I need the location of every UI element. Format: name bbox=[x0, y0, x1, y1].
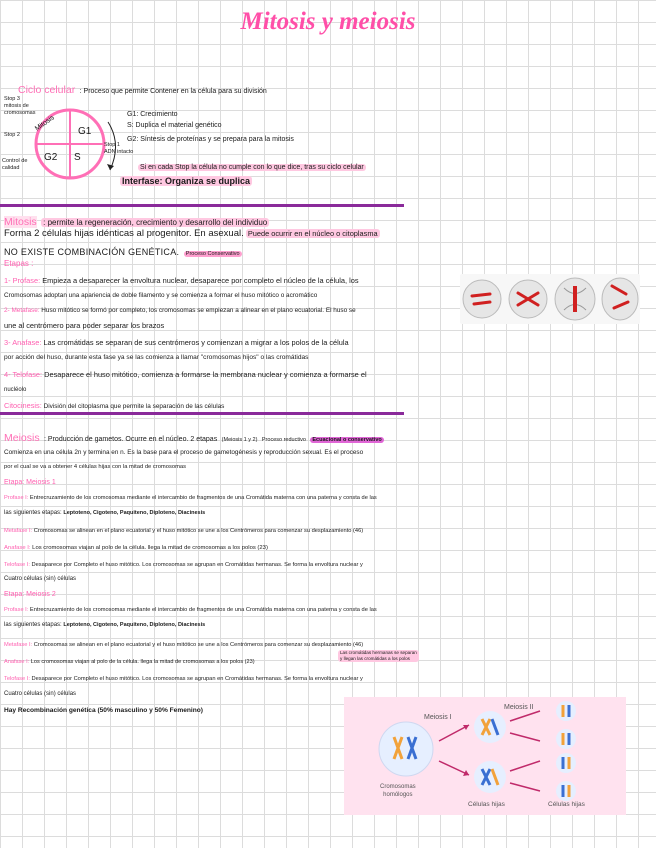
phase-cell-1 bbox=[463, 280, 501, 318]
m1-telofase-label: Telofase I: bbox=[4, 562, 30, 568]
ciclo-heading-row bbox=[18, 80, 267, 98]
cycle-label-mitosis: Mitosis bbox=[33, 114, 56, 133]
m2-telofase bbox=[4, 674, 363, 684]
m1-anafase-text: Los cromosomas viajan al polo de la célula. llega la mitad de cromosomas a los polos (23) bbox=[30, 545, 268, 551]
mitosis-line-2 bbox=[4, 229, 380, 239]
profase-label: 1- Profase: bbox=[4, 276, 41, 285]
m1-metafase-text: Cromosomas se alinean en el plano ecuatorial y el huso mitótico se une a los Centrómeros para comenzar su desplazamiento (46) bbox=[32, 528, 364, 534]
ciclo-definition: : Proceso que permite Contener en la célula para su división bbox=[79, 88, 267, 95]
cycle-label-g2: G2 bbox=[44, 152, 58, 163]
parent-cell bbox=[379, 722, 433, 776]
meiosis2-note: Las cromátidas hermanas se separan y llegan las cromátidas a los polos bbox=[340, 650, 417, 661]
control-label: Control de calidad bbox=[2, 158, 28, 171]
meiosis-line-3: por el cual se va a obtener 4 células hijas con la mitad de cromosomas bbox=[4, 464, 187, 470]
m2-anafase-label: Anafase I: bbox=[4, 659, 30, 665]
m2-sub bbox=[4, 620, 205, 630]
profase-text-1: Empieza a desaparecer la envoltura nuclear, desaparece por completo el núcleo de la célula, los bbox=[40, 276, 359, 285]
profase-line-1 bbox=[4, 276, 359, 286]
cycle-arrow-head bbox=[107, 164, 114, 170]
meiosis-1-label: Meiosis I bbox=[424, 714, 452, 721]
m2-profase-text: Entrecruzamiento de los cromosomas mediante el intercambio de fragmentos de una Cromátida materna con una paterna y consta de las bbox=[28, 607, 377, 613]
m2-anafase bbox=[4, 657, 255, 667]
phase-cell-4 bbox=[602, 278, 638, 320]
meiosis-heading-row bbox=[4, 428, 384, 446]
m1-profase-label: Profase I: bbox=[4, 495, 29, 501]
m1-sub-text: las siguientes etapas: bbox=[4, 510, 62, 516]
phase-cell-3 bbox=[555, 278, 595, 320]
stop1-note: Stop 1 ADN intacto bbox=[104, 142, 134, 155]
citocinesis-label: Citocinesis: bbox=[4, 401, 42, 410]
mitosis-line-2b: Puede ocurrir en el núcleo o citoplasma bbox=[247, 229, 378, 238]
m2-metafase-label: Metafase I: bbox=[4, 642, 33, 648]
etapas-label: Etapas : bbox=[4, 259, 34, 268]
anafase-text-1: Las cromátidas se separan de sus centrómeros y comienzan a migrar a los polos de la célula bbox=[41, 338, 349, 347]
meiosis-heading: Meiosis bbox=[4, 432, 40, 444]
m2-anafase-text: Los cromosomas viajan al polo de la célula. llega la mitad de cromosomas a los polos (23) bbox=[29, 659, 255, 665]
m1-metafase-label: Metafase I: bbox=[4, 528, 33, 534]
m2-telofase-text: Desaparece por Completo el huso mitótico. Los cromosomas se agrupan en Cromátidas hermanas. Se forma la envoltura nuclear y bbox=[29, 676, 363, 682]
citocinesis-line bbox=[4, 401, 224, 412]
cycle-label-s: S bbox=[74, 152, 81, 163]
m1-telofase-2: Cuatro células (sin) células bbox=[4, 576, 77, 582]
anafase-label: 3- Anafase: bbox=[4, 338, 42, 347]
stop-mitosis-note: Stop 3 mitosis de cromosomas bbox=[4, 96, 36, 116]
proceso-reductivo: Proceso reductivo bbox=[261, 437, 306, 443]
telofase-text-1: Desaparece el huso mitótico, comienza a formarse la membrana nuclear y comienza a formarse el bbox=[42, 370, 367, 379]
m1-sub bbox=[4, 508, 205, 518]
s-description: S: Duplica el material genético bbox=[127, 122, 222, 129]
phase-cell-2 bbox=[509, 280, 547, 318]
profase-line-2: Cromosomas adoptan una apariencia de doble filamento y se comienza a formar el huso mitótico o acromático bbox=[4, 292, 318, 299]
hijas-label-2: Células hijas bbox=[548, 801, 585, 808]
separator-1 bbox=[0, 204, 404, 207]
citocinesis-text: División del citoplasma que permite la separación de las células bbox=[41, 403, 225, 410]
m1-metafase bbox=[4, 526, 363, 536]
mitosis-definition: : permite la regeneración, crecimiento y desarrollo del individuo bbox=[43, 218, 268, 227]
etapa-meiosis-1: Etapa: Meiosis 1 bbox=[4, 479, 56, 486]
telofase-line-2: nucléolo bbox=[4, 387, 27, 393]
m1-profase bbox=[4, 493, 377, 503]
m1-telofase bbox=[4, 560, 363, 570]
m1-telofase-text: Desaparece por Completo el huso mitótico. Los cromosomas se agrupan en Cromátidas hermanas. Se forma la envoltura nuclear y bbox=[29, 562, 363, 568]
meiosis-definition: : Producción de gametos. Ocurre en el núcleo. 2 etapas bbox=[44, 436, 218, 443]
metafase-line-1 bbox=[4, 306, 356, 316]
m1-anafase-label: Anafase I: bbox=[4, 545, 31, 551]
anafase-line-2: por acción del huso, durante esta fase ya se las comienza a llamar "cromosomas hijos" o las cromátidas bbox=[4, 354, 309, 361]
m2-sub-text: las siguientes etapas: bbox=[4, 622, 62, 628]
ciclo-note bbox=[138, 163, 366, 173]
metafase-label: 2- Metafase: bbox=[4, 307, 40, 314]
interfase-text: Interfase: Organiza se duplica bbox=[122, 176, 251, 186]
no-existe-text: NO EXISTE COMBINACIÓN GENÉTICA. bbox=[4, 247, 180, 257]
anafase-line-1 bbox=[4, 338, 349, 348]
cycle-label-g1: G1 bbox=[78, 126, 92, 137]
daughter-cell-2 bbox=[474, 761, 506, 793]
ciclo-note-text: Si en cada Stop la célula no cumple con lo que dice, tras su ciclo celular bbox=[140, 164, 364, 171]
meiosis-etapas-pair: (Meiosis 1 y 2) bbox=[221, 437, 258, 443]
stop-g2-note: Stop 2 bbox=[4, 132, 20, 138]
m2-metafase bbox=[4, 640, 363, 650]
m1-anafase bbox=[4, 543, 268, 553]
metafase-text-1: Huso mitótico se formó por completo, los cromosomas se empiezan a alinear en el plano ecuatorial. El huso se bbox=[39, 307, 356, 314]
proceso-conservativo: Proceso Conservativo bbox=[185, 251, 240, 257]
telofase-line-1 bbox=[4, 370, 367, 380]
meiosis-diagram bbox=[344, 697, 626, 815]
gamete-4 bbox=[556, 781, 576, 801]
meiosis-line-2: Comienza en una célula 2n y termina en n. Es la base para el proceso de gametogénesis y reproducción sexual. Es el proceso bbox=[4, 449, 364, 456]
g1-description: G1: Crecimiento bbox=[127, 111, 178, 118]
m1-profase-text: Entrecruzamiento de los cromosomas mediante el intercambio de fragmentos de una Cromátida materna con una paterna y consta de las bbox=[28, 495, 377, 501]
gamete-1 bbox=[556, 701, 576, 721]
m2-sub-list: Leptoteno, Cigoteno, Paquiteno, Diploteno, Diacinesis bbox=[63, 622, 206, 628]
m2-telofase-label: Telofase I: bbox=[4, 676, 30, 682]
m1-sub-list: Leptoteno, Cigoteno, Paquiteno, Diploteno, Diacinesis bbox=[63, 510, 206, 516]
gamete-2 bbox=[556, 729, 576, 749]
recombinacion: Hay Recombinación genética (50% masculino y 50% Femenino) bbox=[4, 707, 203, 714]
mitosis-phases-image bbox=[460, 274, 640, 324]
telofase-label: 4- Telofase: bbox=[4, 370, 43, 379]
m2-profase-label: Profase I: bbox=[4, 607, 29, 613]
metafase-line-2: une al centrómero para poder separar los brazos bbox=[4, 321, 165, 330]
ecuacional: Ecuacional o conservativo bbox=[312, 437, 382, 443]
m2-telofase-2: Cuatro células (sin) células bbox=[4, 691, 77, 697]
meiosis-2-label: Meiosis II bbox=[504, 704, 534, 711]
m2-profase bbox=[4, 605, 377, 615]
ciclo-heading: Ciclo celular bbox=[18, 84, 76, 96]
daughter-cell-1 bbox=[474, 711, 506, 743]
g2-description: G2: Síntesis de proteínas y se prepara para la mitosis bbox=[127, 136, 294, 143]
separator-2 bbox=[0, 412, 404, 415]
interfase-row bbox=[120, 176, 252, 186]
mitosis-heading: Mitosis bbox=[4, 216, 37, 228]
etapa-meiosis-2: Etapa: Meiosis 2 bbox=[4, 591, 56, 598]
homologos-label: Cromosomas homólogos bbox=[380, 784, 416, 798]
hijas-label-1: Células hijas bbox=[468, 801, 505, 808]
mitosis-line-3 bbox=[4, 242, 242, 260]
gamete-3 bbox=[556, 753, 576, 773]
m2-metafase-text: Cromosomas se alinean en el plano ecuatorial y el huso mitótico se une a los Centrómeros para comenzar su desplazamiento (46) bbox=[32, 642, 364, 648]
mitosis-line-2a: Forma 2 células hijas idénticas al progenitor. En asexual. bbox=[4, 228, 244, 239]
page-title: Mitosis y meiosis bbox=[240, 8, 416, 35]
